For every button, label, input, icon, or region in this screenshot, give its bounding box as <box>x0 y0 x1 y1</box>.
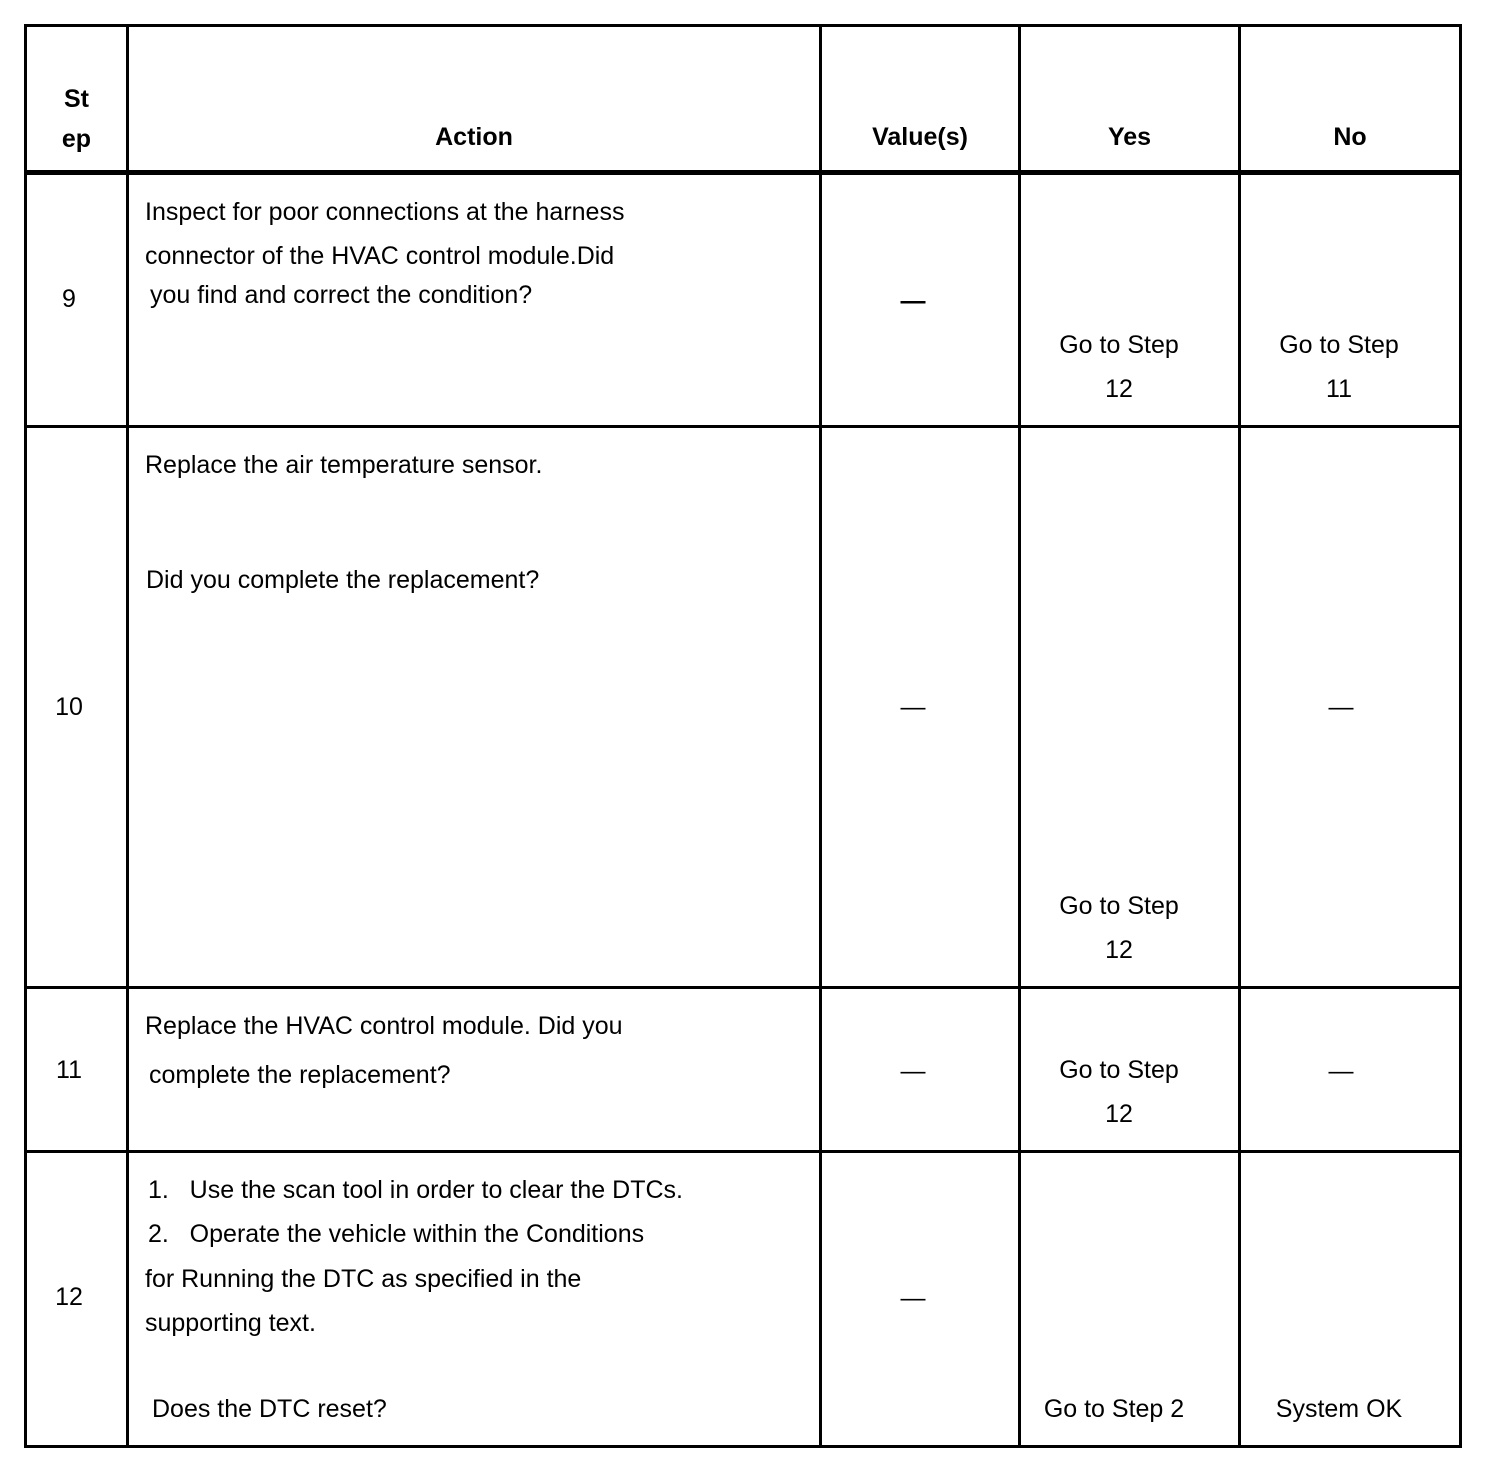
action-text: complete the replacement? <box>149 1061 451 1089</box>
value-dash: — <box>900 1057 926 1085</box>
row-step-number: 10 <box>55 693 83 721</box>
yes-line: 12 <box>1105 936 1133 964</box>
action-text: 2. Operate the vehicle within the Conditions <box>148 1220 645 1248</box>
no-line: 11 <box>1326 375 1352 403</box>
no-dash: — <box>1328 1057 1354 1085</box>
row-step-number: 12 <box>55 1283 83 1311</box>
header-step-line: ep <box>61 125 92 153</box>
header-step <box>27 84 126 154</box>
header-yes: Yes <box>1107 123 1152 151</box>
yes-action: Go to Step 2 <box>1043 1395 1185 1423</box>
table-border-left <box>24 24 27 1448</box>
row-divider <box>24 1150 1462 1153</box>
value-dash: — <box>900 1284 926 1312</box>
diagnostic-table <box>24 24 1462 1448</box>
column-divider <box>1238 24 1241 1448</box>
yes-action <box>1021 1055 1217 1129</box>
header-step-line: St <box>64 85 89 113</box>
yes-line: Go to Step <box>1059 331 1179 359</box>
action-text: you find and correct the condition? <box>150 281 533 309</box>
no-action: System OK <box>1275 1395 1403 1423</box>
table-border-bottom <box>24 1445 1462 1448</box>
action-text: Replace the HVAC control module. Did you <box>145 1012 623 1040</box>
action-text: Does the DTC reset? <box>152 1395 387 1423</box>
yes-line: Go to Step <box>1059 1056 1179 1084</box>
action-text: Inspect for poor connections at the harness <box>145 198 625 226</box>
action-text: Did you complete the replacement? <box>146 566 540 594</box>
yes-line: Go to Step <box>1059 892 1179 920</box>
header-divider <box>24 170 1462 175</box>
column-divider <box>126 24 129 1448</box>
no-action <box>1241 330 1437 404</box>
row-step-number: 11 <box>56 1056 82 1084</box>
action-text: Replace the air temperature sensor. <box>145 451 543 479</box>
header-no: No <box>1333 123 1367 151</box>
action-text: connector of the HVAC control module.Did <box>145 242 615 270</box>
action-text: for Running the DTC as specified in the <box>145 1265 582 1293</box>
action-text: 1. Use the scan tool in order to clear the DTCs. <box>148 1176 683 1204</box>
table-border-right <box>1459 24 1462 1448</box>
yes-action <box>1021 330 1217 404</box>
yes-action <box>1021 891 1217 965</box>
yes-line: 12 <box>1105 375 1133 403</box>
column-divider <box>819 24 822 1448</box>
row-divider <box>24 986 1462 989</box>
yes-line: 12 <box>1105 1100 1133 1128</box>
action-text: supporting text. <box>145 1309 316 1337</box>
header-action: Action <box>435 123 513 151</box>
column-divider <box>1018 24 1021 1448</box>
row-step-number: 9 <box>62 285 76 313</box>
row-divider <box>24 425 1462 428</box>
header-values: Value(s) <box>872 123 968 151</box>
no-dash: — <box>1328 693 1354 721</box>
value-dash: — <box>900 693 926 721</box>
value-dash: — <box>900 287 926 315</box>
no-line: Go to Step <box>1279 331 1399 359</box>
table-border-top <box>24 24 1462 27</box>
